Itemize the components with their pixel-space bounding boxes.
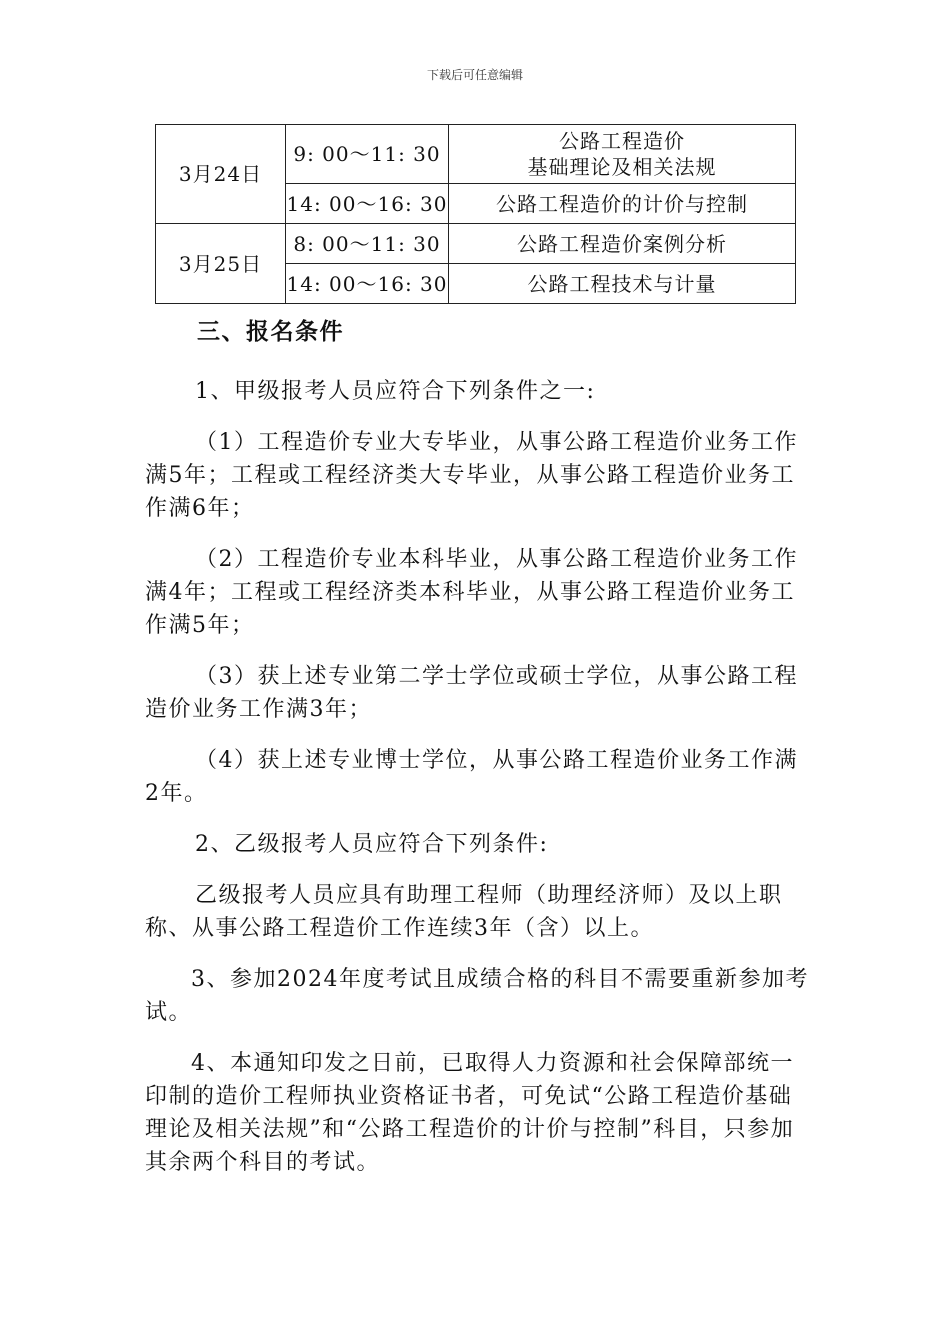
time-cell: 14: 00～16: 30 <box>286 264 449 304</box>
page-header-note: 下载后可任意编辑 <box>426 68 523 82</box>
time-cell: 8: 00～11: 30 <box>286 224 449 264</box>
paragraph: （3）获上述专业第二学士学位或硕士学位，从事公路工程造价业务工作满3年； <box>145 664 798 722</box>
subject-cell: 公路工程造价案例分析 <box>449 224 796 264</box>
paragraph: 3、参加2024年度考试且成绩合格的科目不需要重新参加考试。 <box>145 967 809 1025</box>
subject-line: 基础理论及相关法规 <box>527 155 717 179</box>
paragraph: 4、本通知印发之日前，已取得人力资源和社会保障部统一印制的造价工程师执业资格证书者，可免试“公路工程造价基础理论及相关法规”和“公路工程造价的计价与控制”科目，只参加其余两个科目的考试。 <box>145 1051 795 1175</box>
paragraph: 2、乙级报考人员应符合下列条件: <box>195 832 549 857</box>
paragraph: （2）工程造价专业本科毕业，从事公路工程造价业务工作满4年；工程或工程经济类本科毕业，从事公路工程造价业务工作满5年； <box>145 547 798 638</box>
section-title: 三、报名条件 <box>197 319 344 345</box>
table-row <box>156 224 796 264</box>
time-cell: 14: 00～16: 30 <box>286 184 449 224</box>
time-cell: 9: 00～11: 30 <box>286 125 449 184</box>
paragraph: （4）获上述专业博士学位，从事公路工程造价业务工作满2年。 <box>145 748 798 806</box>
subject-cell <box>449 125 796 184</box>
paragraph: （1）工程造价专业大专毕业，从事公路工程造价业务工作满5年；工程或工程经济类大专毕业，从事公路工程造价业务工作满6年； <box>145 430 798 521</box>
date-cell: 3月25日 <box>156 224 286 304</box>
subject-cell: 公路工程造价的计价与控制 <box>449 184 796 224</box>
exam-schedule-table <box>155 124 796 304</box>
table-row <box>156 125 796 184</box>
document-body <box>145 312 811 1197</box>
paragraph: 乙级报考人员应具有助理工程师（助理经济师）及以上职称、从事公路工程造价工作连续3年（含）以上。 <box>145 883 783 941</box>
paragraph: 1、甲级报考人员应符合下列条件之一: <box>195 379 596 404</box>
date-cell: 3月24日 <box>156 125 286 224</box>
subject-line: 公路工程造价 <box>559 129 685 153</box>
subject-cell: 公路工程技术与计量 <box>449 264 796 304</box>
